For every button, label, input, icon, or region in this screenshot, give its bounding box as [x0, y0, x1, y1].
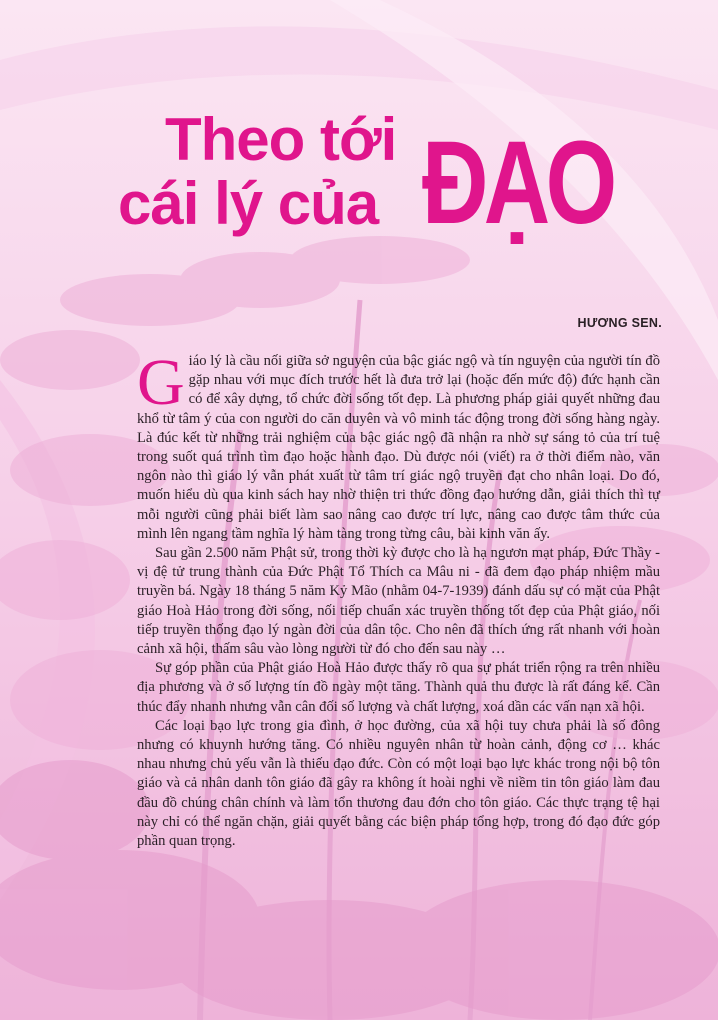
title-line-2: cái lý của: [118, 170, 379, 237]
author-byline: HƯƠNG SEN.: [577, 316, 662, 330]
paragraph-1-text: iáo lý là cầu nối giữa sở nguyện của bậc giác ngộ và tín nguyện của người tín đồ gặp nhau với mục đích trước hết là đưa trở lại (hoặc đến mức độ) đức hạnh cần có để xây dựng, tổ chức đời sống tốt đẹp. Là phương pháp giải quyết những đau khổ từ tâm ý của con người do căn duyên và vô minh tác động trong đời sống hàng ngày. Là đúc kết từ những trải nghiệm của bậc giác ngộ đã nhận ra nhờ sự sáng tỏ của trí tuệ trong suốt quá trình tìm đạo hoặc hành đạo. Dù được nói (viết) ra ở thời điểm nào, văn ngôn nào thì giáo lý vẫn phát xuất từ tâm trí giác ngộ truyền đạt cho nhân loại. Do đó, muốn hiểu dù qua kinh sách hay nhờ thiện tri thức đồng đạo hướng dẫn, giải thích thì tự mỗi người cũng phải biết làm sao nâng cao được trí lực, nâng cao được tâm thức của mình lên ngang tầm nghĩa lý hàm tàng trong từng câu, bài kinh văn ấy.: [137, 353, 660, 542]
article-title: [0, 0, 718, 300]
title-line-1: Theo tới: [165, 106, 397, 173]
paragraph-3: Sự góp phần của Phật giáo Hoà Hảo được thấy rõ qua sự phát triển rộng ra trên nhiều địa phương và ở số lượng tín đồ ngày một tăng. Thành quả thu được là rất đáng kể. Cần thúc đẩy nhanh nhưng vẫn cân đối số lượng và chất lượng, xoá dần các vấn nạn xã hội.: [137, 660, 660, 715]
paragraph-1: [137, 346, 660, 544]
article-body: [137, 346, 660, 851]
paragraph-4: Các loại bạo lực trong gia đình, ở học đường, của xã hội tuy chưa phải là số đông nhưng có khuynh hướng tăng. Có nhiều nguyên nhân từ hoàn cảnh, động cơ … khác nhau nhưng chủ yếu vẫn là thiếu đạo đức. Còn có một loại bạo lực khác trong nội bộ tôn giáo và cả nhân danh tôn giáo đã gây ra không ít hoài nghi về niềm tin tôn giáo làm đau đầu đồ chúng chân chính và làm tổn thương đau đớn cho tôn giáo. Các thực trạng tệ hại này chỉ có thể ngăn chặn, giải quyết bằng các biện pháp tổng hợp, trong đó đạo đức góp phần quan trọng.: [137, 717, 660, 850]
paragraph-2: Sau gần 2.500 năm Phật sử, trong thời kỳ được cho là hạ ngươn mạt pháp, Đức Thầy - vị đệ tử trung thành của Đức Phật Tổ Thích ca Mâu ni - đã đem đạo pháp nhiệm mầu truyền bá. Ngày 18 tháng 5 năm Kỷ Mão (nhằm 04-7-1939) đánh dấu sự có mặt của Phật giáo Hoà Hảo trong đời sống, nối tiếp chuẩn xác truyền thống tốt đẹp của Phật giáo, nối tiếp truyền thống đạo lý ngàn đời của dân tộc. Cho nên đã thích ứng rất nhanh với hoàn cảnh xã hội, thấm sâu vào lòng người từ đó cho đến sau này …: [137, 545, 660, 658]
drop-cap: G: [137, 346, 185, 419]
title-big-word: ĐẠO: [422, 117, 613, 249]
